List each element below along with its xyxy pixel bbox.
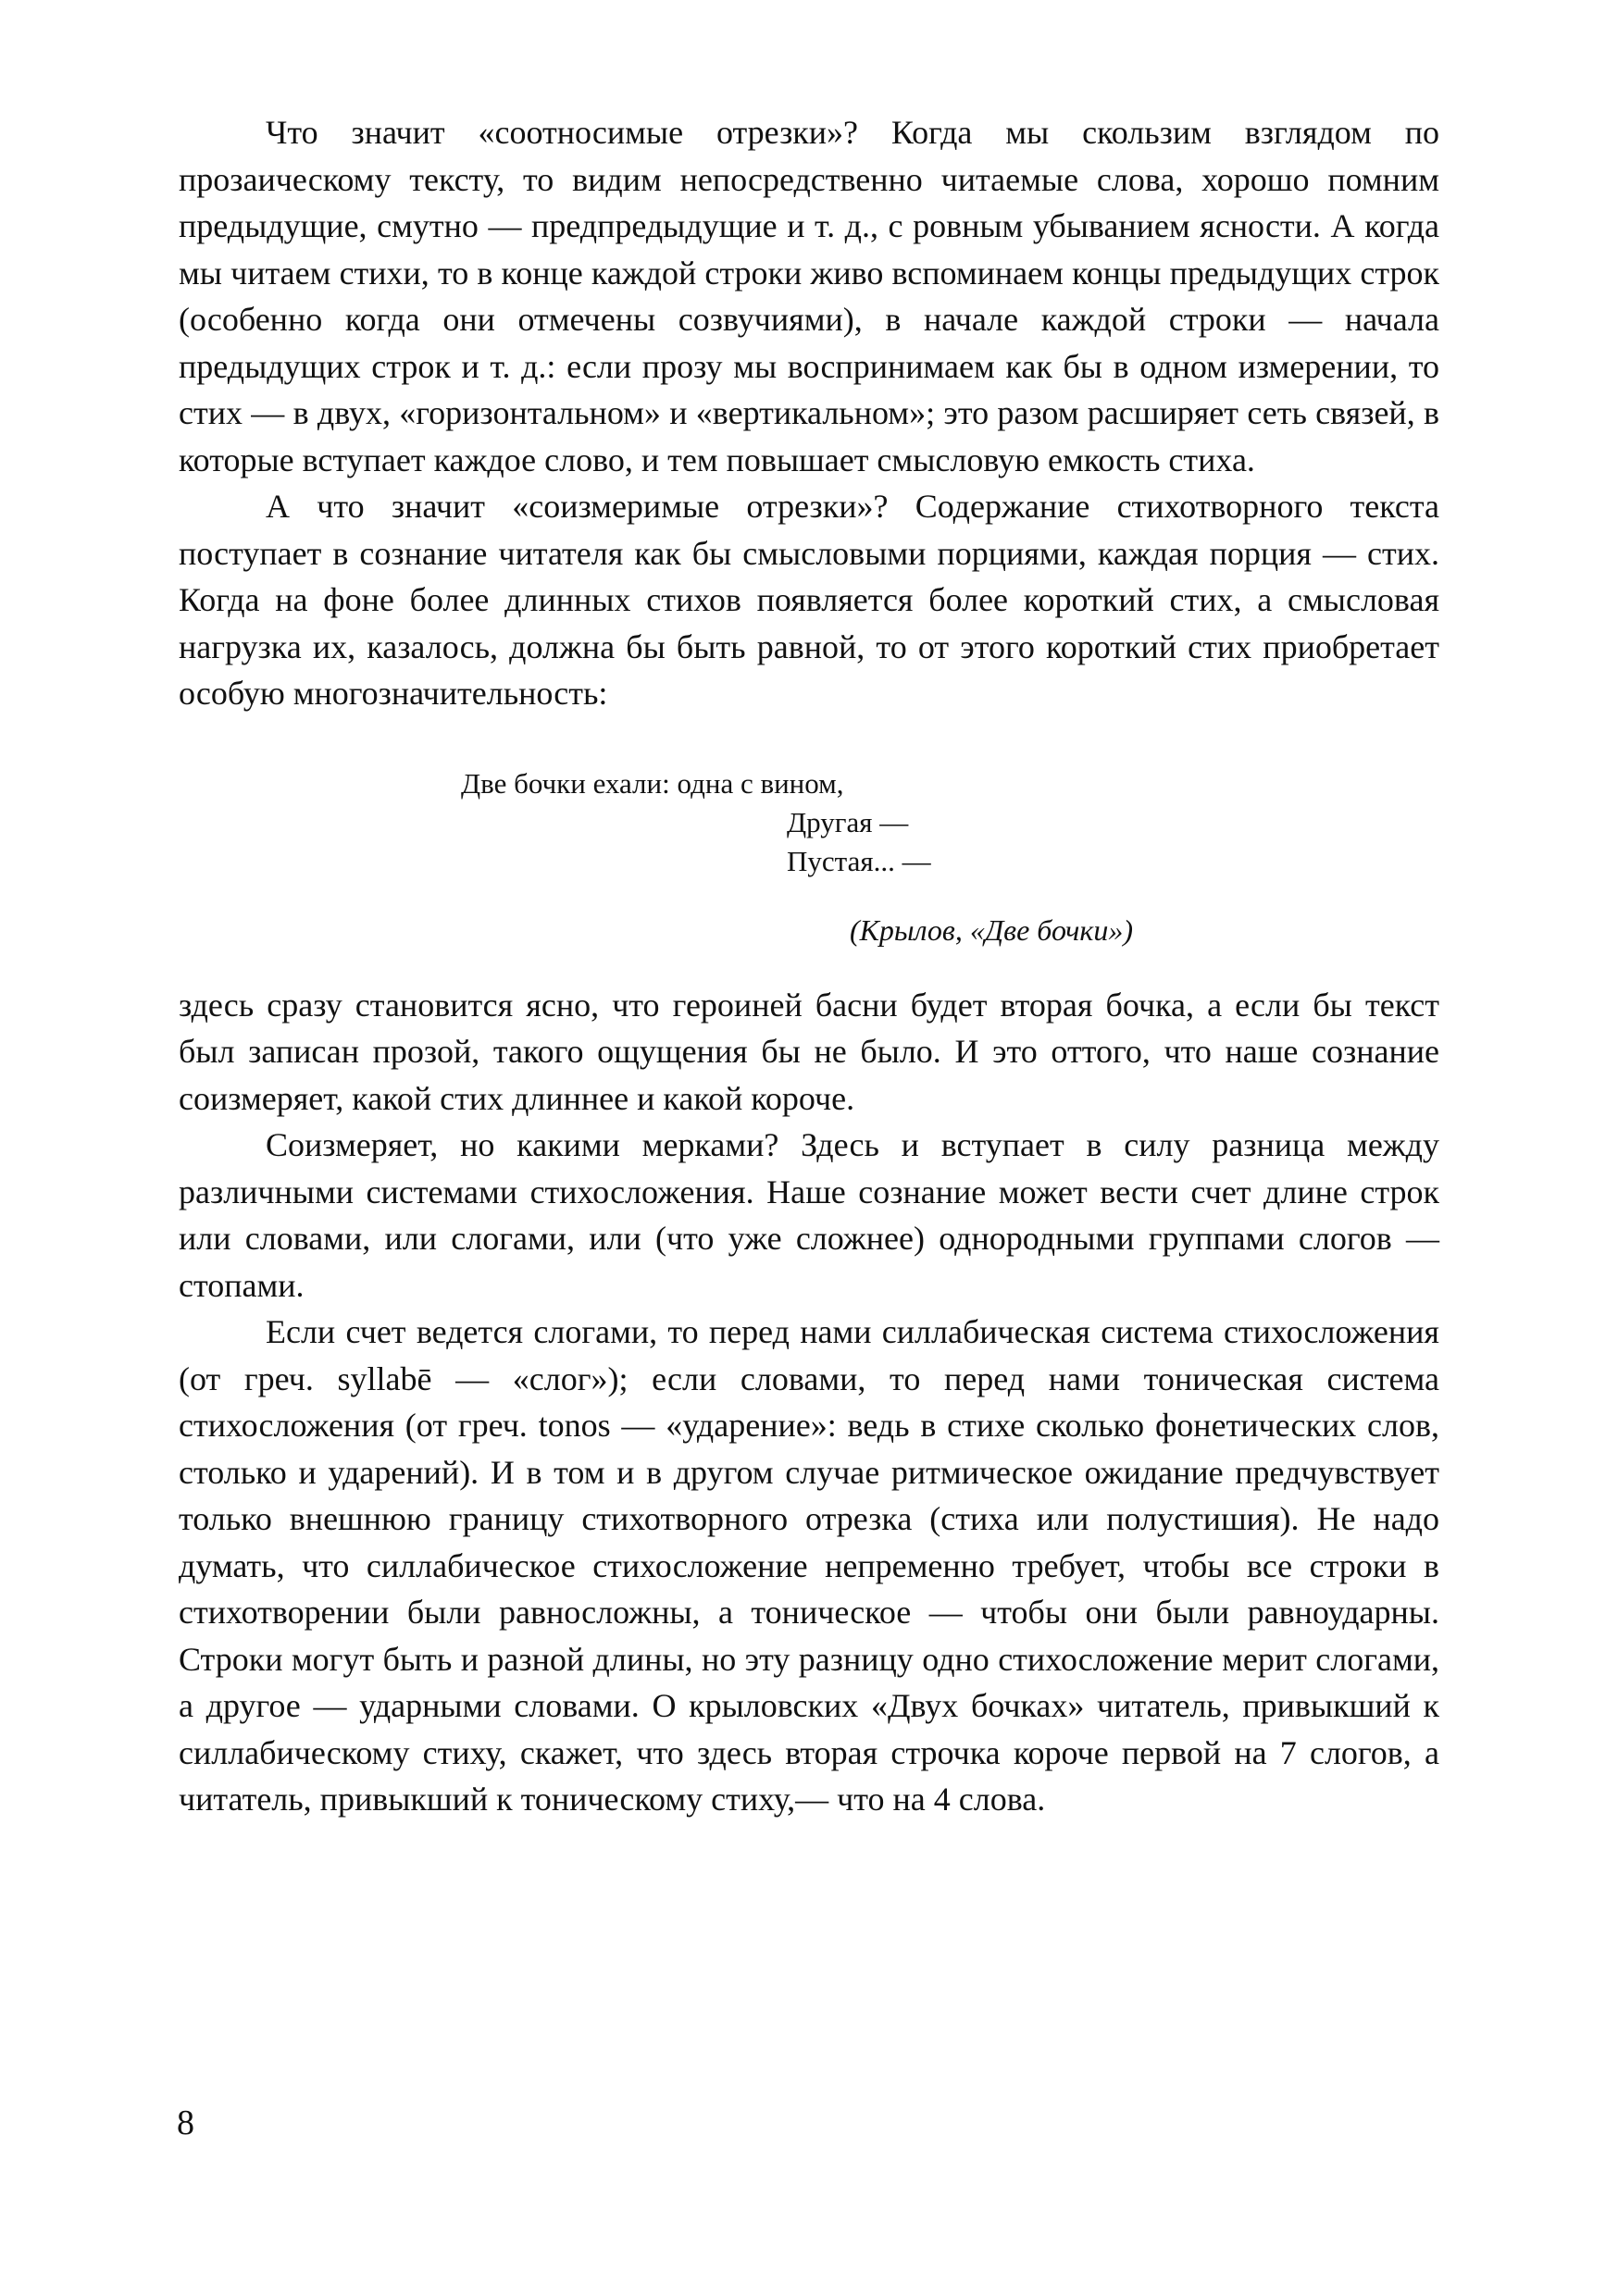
verse-line-1: Две бочки ехали: одна с вином, xyxy=(461,766,844,800)
verse-line-3: Пустая... — xyxy=(787,844,931,877)
paragraph-2: А что значит «соизмеримые отрезки»? Содержание стихотворного текста поступает в сознание читателя как бы смысловыми порциями, каждая порция — стих. Когда на фоне более длинных стихов появляется более короткий стих, а смысловая нагрузка их, казалось, должна бы быть равной, то от этого короткий стих приобретает особую многозначительность: xyxy=(179,488,1439,712)
verse-line-2: Другая — xyxy=(787,805,909,838)
paragraph-5: Если счет ведется слогами, то перед нами силлабическая система стихосложения (от греч. syllabē — «слог»); если словами, то перед нами тоническая система стихосложения (от греч. tonos — «ударение»: ведь в стихе сколько фонетических слов, столько и ударений). И в том и в другом случае ритмическое ожидание предчувствует только внешнюю границу стихотворного отрезка (стиха или полустишия). Не надо думать, что силлабическое стихосложение непременно требует, чтобы все строки в стихотворении были равносложны, а тоническое — чтобы они были равноударны. Строки могут быть и разной длины, но эту разницу одно стихосложение мерит слогами, а другое — ударными словами. О крыловских «Двух бочках» читатель, привыкший к силлабическому стиху, скажет, что здесь вторая строчка короче первой на 7 слогов, а читатель, привыкший к тоническому стиху,— что на 4 слова. xyxy=(179,1313,1439,1818)
paragraph-1: Что значит «соотносимые отрезки»? Когда мы скользим взглядом по прозаическому тексту, то видим непосредственно читаемые слова, хорошо помним предыдущие, смутно — предпредыдущие и т. д., с ровным убыванием ясности. А когда мы читаем стихи, то в конце каждой строки живо вспоминаем концы предыдущих строк (особенно когда они отмечены созвучиями), в начале каждой строки — начала предыдущих строк и т. д.: если прозу мы воспринимаем как бы в одном измерении, то стих — в двух, «горизонтальном» и «вертикальном»; это разом расширяет сеть связей, в которые вступает каждое слово, и тем повышает смысловую емкость стиха. xyxy=(179,114,1439,478)
paragraph-3: здесь сразу становится ясно, что героиней басни будет вторая бочка, а если бы текст был записан прозой, такого ощущения бы не было. И это оттого, что наше сознание соизмеряет, какой стих длиннее и какой короче. xyxy=(179,986,1439,1117)
paragraph-4: Соизмеряет, но какими мерками? Здесь и вступает в силу разница между различными системами стихосложения. Наше сознание может вести счет длине строк или словами, или слогами, или (что уже сложнее) однородными группами слогов — стопами. xyxy=(179,1126,1439,1304)
page-number: 8 xyxy=(177,2104,194,2142)
verse-attribution: (Крылов, «Две бочки») xyxy=(850,912,1133,947)
verse-quote xyxy=(179,758,1439,971)
page-body xyxy=(179,109,1439,1823)
